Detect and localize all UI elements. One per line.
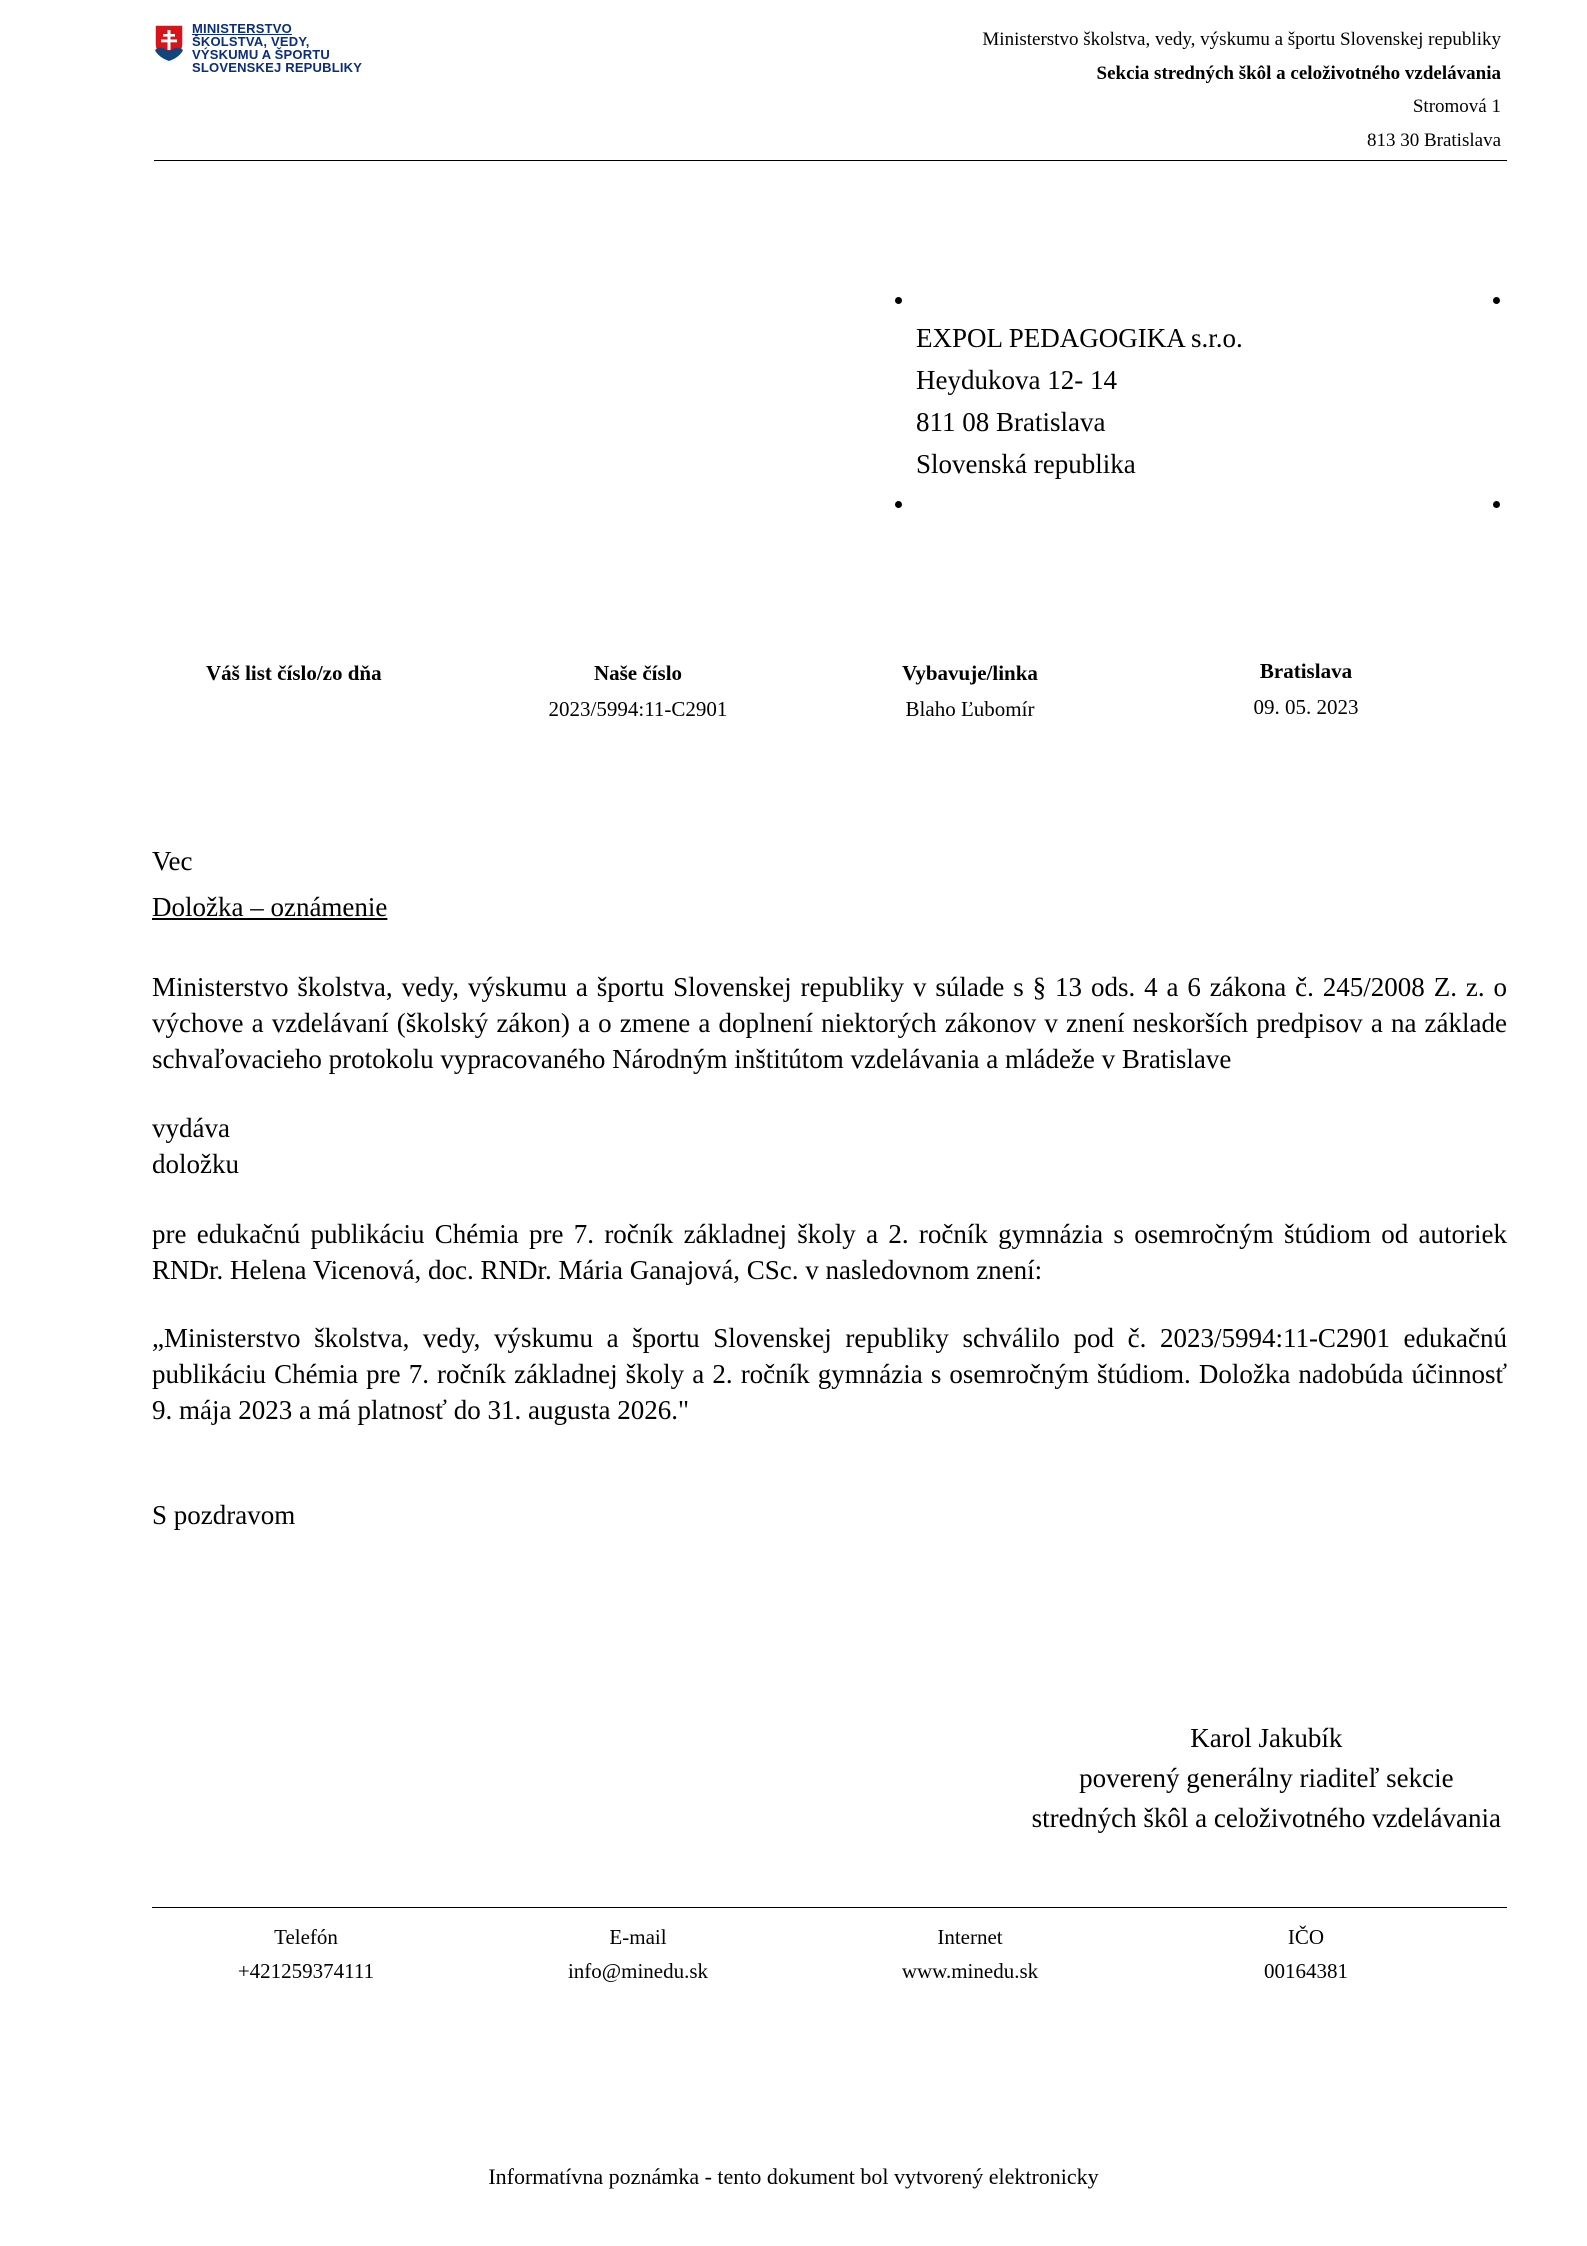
logo-line-1: MINISTERSTVO xyxy=(192,21,292,36)
place-label: Bratislava xyxy=(1259,659,1353,683)
handled-by-value: Blaho Ľubomír xyxy=(905,697,1035,721)
recipient-country: Slovenská republika xyxy=(916,449,1136,479)
recipient-city: 811 08 Bratislava xyxy=(916,407,1106,437)
header-ministry: Ministerstvo školstva, vedy, výskumu a športu Slovenskej republiky xyxy=(982,29,1501,50)
address-corner-marker xyxy=(895,297,902,304)
logo-line-3: VÝSKUMU A ŠPORTU xyxy=(192,47,331,62)
subject xyxy=(152,889,1507,925)
signature-title-1: poverený generálny riaditeľ sekcie xyxy=(1079,1763,1454,1793)
subject-label: Vec xyxy=(152,846,193,876)
closing: S pozdravom xyxy=(152,1500,296,1530)
footer-internet: www.minedu.sk xyxy=(901,1959,1039,1983)
paragraph-3: „Ministerstvo školstva, vedy, výskumu a športu Slovenskej republiky schválilo pod č. 2023/5994:11-C2901 edukačnú publikáciu Chémia pre 7. ročník základnej školy a 2. ročník gymnázia s osemročným štúdiom. Doložka nadobúda účinnosť 9. mája 2023 a má platnosť do 31. augusta 2026." xyxy=(152,1323,1507,1425)
footer-email: info@minedu.sk xyxy=(567,1959,709,1983)
date-value: 09. 05. 2023 xyxy=(1253,695,1359,719)
footer-phone: +421259374111 xyxy=(237,1959,375,1983)
recipient-street: Heydukova 12- 14 xyxy=(916,365,1117,395)
our-number-label: Naše číslo xyxy=(593,661,683,685)
address-corner-marker xyxy=(1493,297,1500,304)
slovak-coat-of-arms-icon xyxy=(154,24,184,62)
header-street: Stromová 1 xyxy=(1412,96,1501,117)
recipient-address xyxy=(916,317,1243,485)
clause-word: doložku xyxy=(152,1149,239,1179)
footer-ico-label: IČO xyxy=(1287,1925,1325,1949)
paragraph-1: Ministerstvo školstva, vedy, výskumu a športu Slovenskej republiky v súlade s § 13 ods. 4 a 6 zákona č. 245/2008 Z. z. o výchove a vzdelávaní (školský zákon) a o zmene a doplnení niektorých zákonov v znení neskorších predpisov a na základe schvaľovacieho protokolu vypracovaného Národným inštitútom vzdelávania a mládeže v Bratislave xyxy=(152,972,1507,1074)
footer-phone-label: Telefón xyxy=(274,1925,338,1949)
signature-name: Karol Jakubík xyxy=(1190,1723,1343,1753)
issues-word: vydáva xyxy=(152,1113,230,1143)
our-number-value: 2023/5994:11-C2901 xyxy=(548,697,728,721)
header-city: 813 30 Bratislava xyxy=(1366,130,1501,151)
handled-by-label: Vybavuje/linka xyxy=(902,661,1038,685)
header-section: Sekcia stredných škôl a celoživotného vzdelávania xyxy=(1096,63,1501,84)
logo-line-2: ŠKOLSTVA, VEDY, xyxy=(192,34,310,49)
signature-title-2: stredných škôl a celoživotného vzdelávania xyxy=(1031,1803,1501,1833)
subject-text: Doložka – oznámenie xyxy=(152,892,388,922)
footer-ico: 00164381 xyxy=(1264,1959,1348,1983)
electronic-document-note: Informatívna poznámka - tento dokument bol vytvorený elektronicky xyxy=(488,2164,1099,2189)
ministry-logo xyxy=(154,21,363,92)
footer-email-label: E-mail xyxy=(609,1925,667,1949)
logo-line-4: SLOVENSKEJ REPUBLIKY xyxy=(192,60,363,75)
recipient-name: EXPOL PEDAGOGIKA s.r.o. xyxy=(916,323,1243,353)
address-corner-marker xyxy=(895,501,902,508)
address-corner-marker xyxy=(1493,501,1500,508)
your-letter-label: Váš list číslo/zo dňa xyxy=(206,661,382,685)
paragraph-2: pre edukačnú publikáciu Chémia pre 7. ročník základnej školy a 2. ročník gymnázia s osemročným štúdiom od autoriek RNDr. Helena Vicenová, doc. RNDr. Mária Ganajová, CSc. v nasledovnom znení: xyxy=(152,1219,1507,1285)
header-divider xyxy=(154,160,1507,161)
footer-internet-label: Internet xyxy=(937,1925,1003,1949)
footer-divider xyxy=(152,1907,1507,1908)
signature-block xyxy=(1032,1718,1501,1838)
